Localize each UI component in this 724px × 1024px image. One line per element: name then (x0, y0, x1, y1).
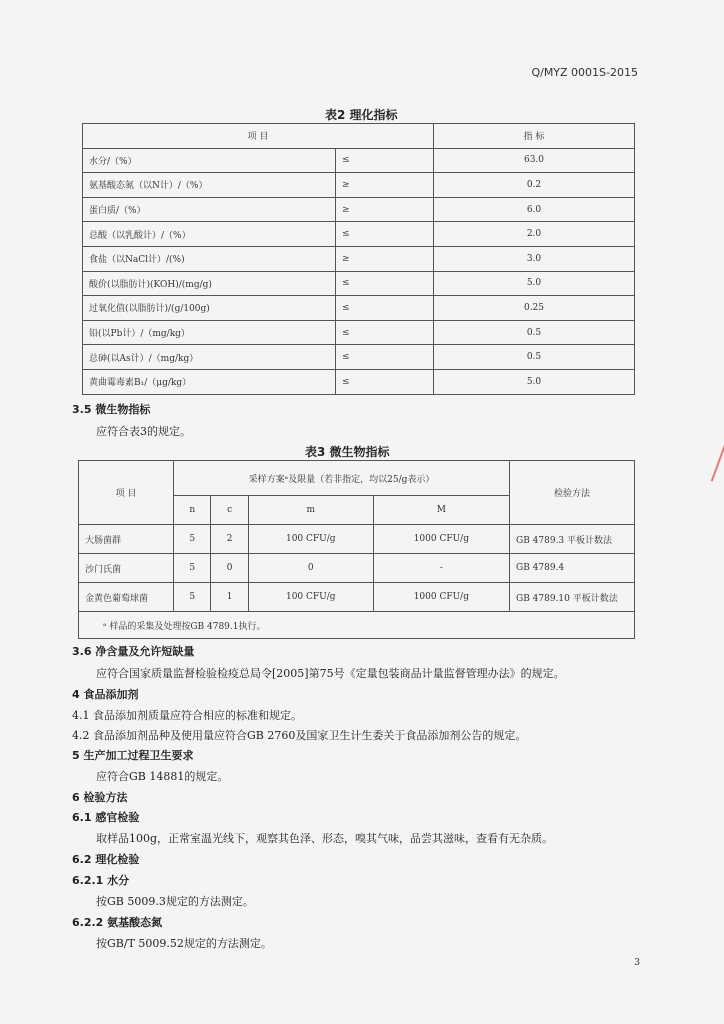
row-val: 63.0 (434, 148, 635, 173)
row-method: GB 4789.3 平板计数法 (510, 525, 635, 554)
row-name: 黄曲霉毒素B₁/（μg/kg） (83, 369, 336, 394)
row-m: 100 CFU/g (248, 525, 373, 554)
table-row (83, 345, 635, 370)
table-row (83, 369, 635, 394)
table3-microbiological (78, 460, 635, 639)
table-row (83, 271, 635, 296)
table2-caption: 表2 理化指标 (325, 108, 398, 122)
red-pen-mark (698, 438, 724, 481)
row-c: 2 (211, 525, 248, 554)
section-3-6-text: 应符合国家质量监督检验检疫总局令[2005]第75号《定量包装商品计量监督管理办法》的规定。 (96, 667, 565, 680)
table-row (83, 222, 635, 247)
row-val: 2.0 (434, 222, 635, 247)
page-number: 3 (634, 958, 640, 968)
row-name: 氨基酸态氮（以N计）/（%） (83, 173, 336, 198)
table3-col-plan: 采样方案ᵃ及限量（若非指定，均以25/g表示） (174, 461, 510, 496)
table2-col-index: 指 标 (434, 124, 635, 149)
table-row (83, 197, 635, 222)
row-c: 0 (211, 554, 248, 583)
row-name: 过氧化值(以脂肪计)/(g/100g) (83, 296, 336, 321)
row-n: 5 (174, 554, 211, 583)
section-3-5-text: 应符合表3的规定。 (96, 425, 191, 438)
table-row (83, 296, 635, 321)
section-6-2-2-title: 6.2.2 氨基酸态氮 (72, 916, 163, 929)
row-M: 1000 CFU/g (373, 525, 509, 554)
row-n: 5 (174, 525, 211, 554)
table2-col-item: 项 目 (83, 124, 434, 149)
table3-caption: 表3 微生物指标 (305, 445, 390, 459)
row-val: 6.0 (434, 197, 635, 222)
row-op: ≥ (336, 197, 434, 222)
section-5-text: 应符合GB 14881的规定。 (96, 770, 229, 783)
row-name: 蛋白质/（%） (83, 197, 336, 222)
table-row (83, 246, 635, 271)
row-method: GB 4789.4 (510, 554, 635, 583)
section-6-1-text: 取样品100g，正常室温光线下，观察其色泽、形态，嗅其气味，品尝其滋味，查看有无杂质。 (96, 832, 554, 845)
table3-col-item: 项 目 (79, 461, 174, 525)
row-val: 0.5 (434, 345, 635, 370)
row-op: ≤ (336, 369, 434, 394)
standard-number: Q/MYZ 0001S-2015 (531, 66, 638, 79)
row-val: 3.0 (434, 246, 635, 271)
row-name: 食盐（以NaCl计）/(%) (83, 246, 336, 271)
sub-m: m (248, 496, 373, 525)
row-M: 1000 CFU/g (373, 583, 509, 612)
row-op: ≥ (336, 246, 434, 271)
row-name: 水分/（%） (83, 148, 336, 173)
row-name: 沙门氏菌 (79, 554, 174, 583)
section-4-2: 4.2 食品添加剂品种及使用量应符合GB 2760及国家卫生计生委关于食品添加剂公告的规定。 (72, 729, 527, 742)
row-val: 0.2 (434, 173, 635, 198)
row-op: ≤ (336, 222, 434, 247)
row-op: ≤ (336, 271, 434, 296)
table-row (83, 320, 635, 345)
table-row (79, 554, 635, 583)
row-val: 5.0 (434, 369, 635, 394)
row-name: 总酸（以乳酸计）/（%） (83, 222, 336, 247)
row-n: 5 (174, 583, 211, 612)
row-m: 0 (248, 554, 373, 583)
table3-note-row (79, 612, 635, 639)
table-row (83, 173, 635, 198)
row-name: 总砷(以As计）/（mg/kg） (83, 345, 336, 370)
sub-M: M (373, 496, 509, 525)
row-op: ≥ (336, 173, 434, 198)
row-name: 铅(以Pb计）/（mg/kg） (83, 320, 336, 345)
table3-header-row (79, 461, 635, 496)
table2-physicochemical (82, 123, 635, 395)
row-method: GB 4789.10 平板计数法 (510, 583, 635, 612)
row-op: ≤ (336, 296, 434, 321)
section-5-title: 5 生产加工过程卫生要求 (72, 749, 194, 762)
section-6-2-1-title: 6.2.1 水分 (72, 874, 130, 887)
sub-c: c (211, 496, 248, 525)
section-6-2-2-text: 按GB/T 5009.52规定的方法测定。 (96, 937, 272, 950)
table-row (83, 148, 635, 173)
sub-n: n (174, 496, 211, 525)
row-name: 金黄色葡萄球菌 (79, 583, 174, 612)
row-op: ≤ (336, 345, 434, 370)
row-c: 1 (211, 583, 248, 612)
section-4-1: 4.1 食品添加剂质量应符合相应的标准和规定。 (72, 709, 302, 722)
table-row (79, 583, 635, 612)
row-val: 0.25 (434, 296, 635, 321)
row-name: 大肠菌群 (79, 525, 174, 554)
row-val: 5.0 (434, 271, 635, 296)
row-m: 100 CFU/g (248, 583, 373, 612)
table3-col-method: 检验方法 (510, 461, 635, 525)
table3-note: ᵃ 样品的采集及处理按GB 4789.1执行。 (79, 612, 635, 639)
table2-header-row (83, 124, 635, 149)
section-6-1-title: 6.1 感官检验 (72, 811, 140, 824)
row-val: 0.5 (434, 320, 635, 345)
section-6-title: 6 检验方法 (72, 791, 128, 804)
row-op: ≤ (336, 320, 434, 345)
table-row (79, 525, 635, 554)
row-name: 酸价(以脂肪计)(KOH)/(mg/g) (83, 271, 336, 296)
section-3-6-title: 3.6 净含量及允许短缺量 (72, 645, 195, 658)
section-4-title: 4 食品添加剂 (72, 688, 139, 701)
section-6-2-1-text: 按GB 5009.3规定的方法测定。 (96, 895, 254, 908)
section-3-5-title: 3.5 微生物指标 (72, 403, 151, 416)
row-op: ≤ (336, 148, 434, 173)
row-M: - (373, 554, 509, 583)
section-6-2-title: 6.2 理化检验 (72, 853, 140, 866)
